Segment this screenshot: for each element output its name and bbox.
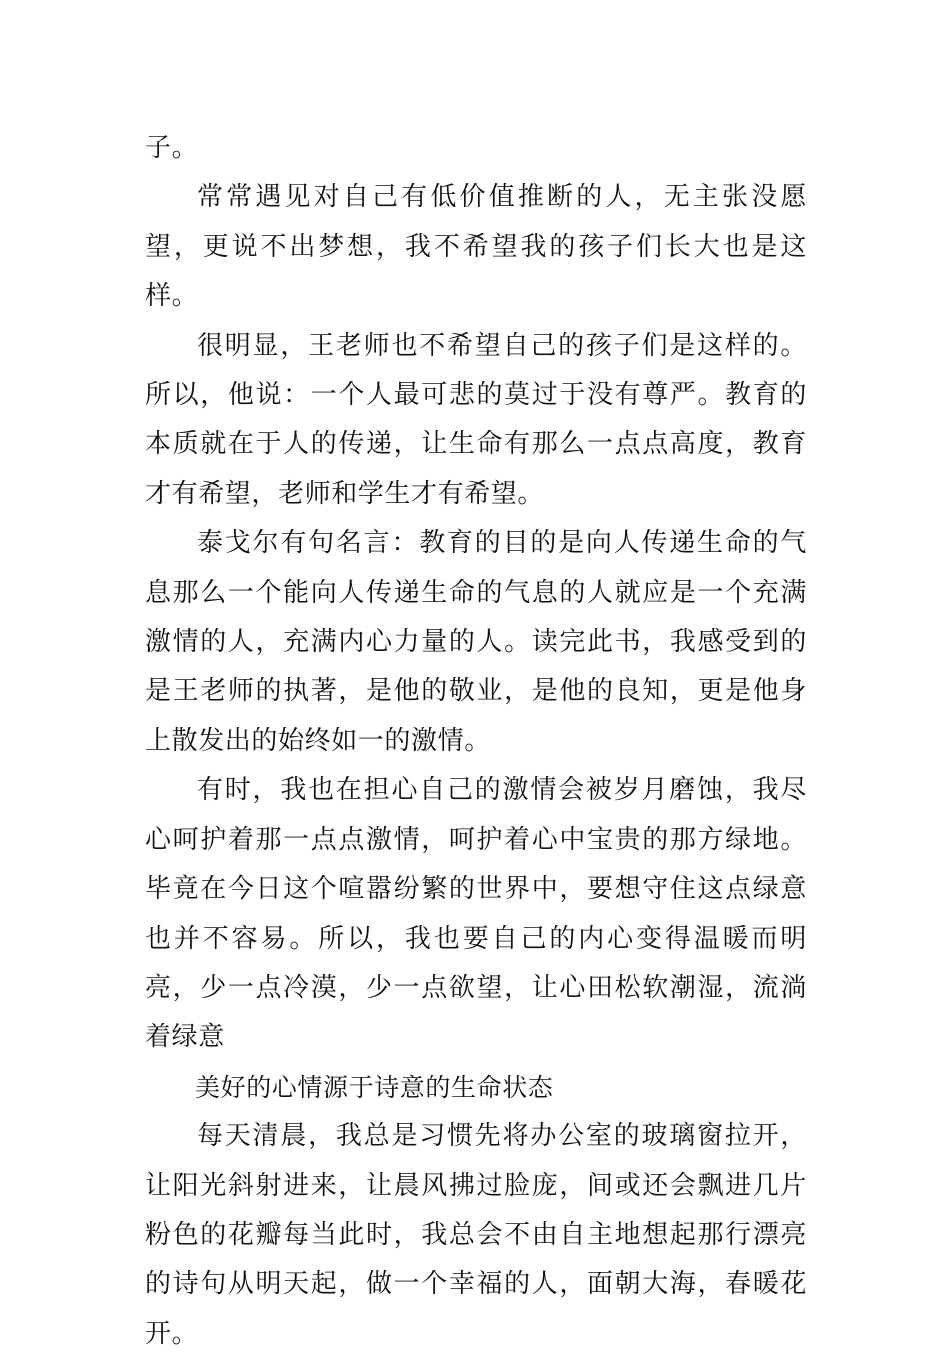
- paragraph-continuation: 子。: [145, 133, 199, 163]
- body-text: [145, 124, 807, 1359]
- section-heading: 美好的心情源于诗意的生命状态: [195, 1072, 554, 1102]
- paragraph-tagore-quote: 泰戈尔有句名言：教育的目的是向人传递生命的气息那么一个能向人传递生命的气息的人就应是一个充满激情的人，充满内心力量的人。读完此书，我感受到的是王老师的执著，是他的敬业，是他的良知，更是他身上散发出的始终如一的激情。: [145, 528, 807, 756]
- paragraph-low-self-value: 常常遇见对自己有低价值推断的人，无主张没愿望，更说不出梦想，我不希望我的孩子们长大也是这样。: [145, 182, 807, 312]
- paragraph-passion: 有时，我也在担心自己的激情会被岁月磨蚀，我尽心呵护着那一点点激情，呵护着心中宝贵的那方绿地。毕竟在今日这个喧嚣纷繁的世界中，要想守住这点绿意也并不容易。所以，我也要自己的内心变得温暖而明亮，少一点冷漠，少一点欲望，让心田松软潮湿，流淌着绿意: [145, 775, 807, 1053]
- paragraph-morning: 每天清晨，我总是习惯先将办公室的玻璃窗拉开，让阳光斜射进来，让晨风拂过脸庞，间或还会飘进几片粉色的花瓣每当此时，我总会不由自主地想起那行漂亮的诗句从明天起，做一个幸福的人，面朝大海，春暖花开。: [145, 1121, 807, 1349]
- paragraph-dignity: 很明显，王老师也不希望自己的孩子们是这样的。所以，他说：一个人最可悲的莫过于没有尊严。教育的本质就在于人的传递，让生命有那么一点点高度，教育才有希望，老师和学生才有希望。: [145, 330, 807, 509]
